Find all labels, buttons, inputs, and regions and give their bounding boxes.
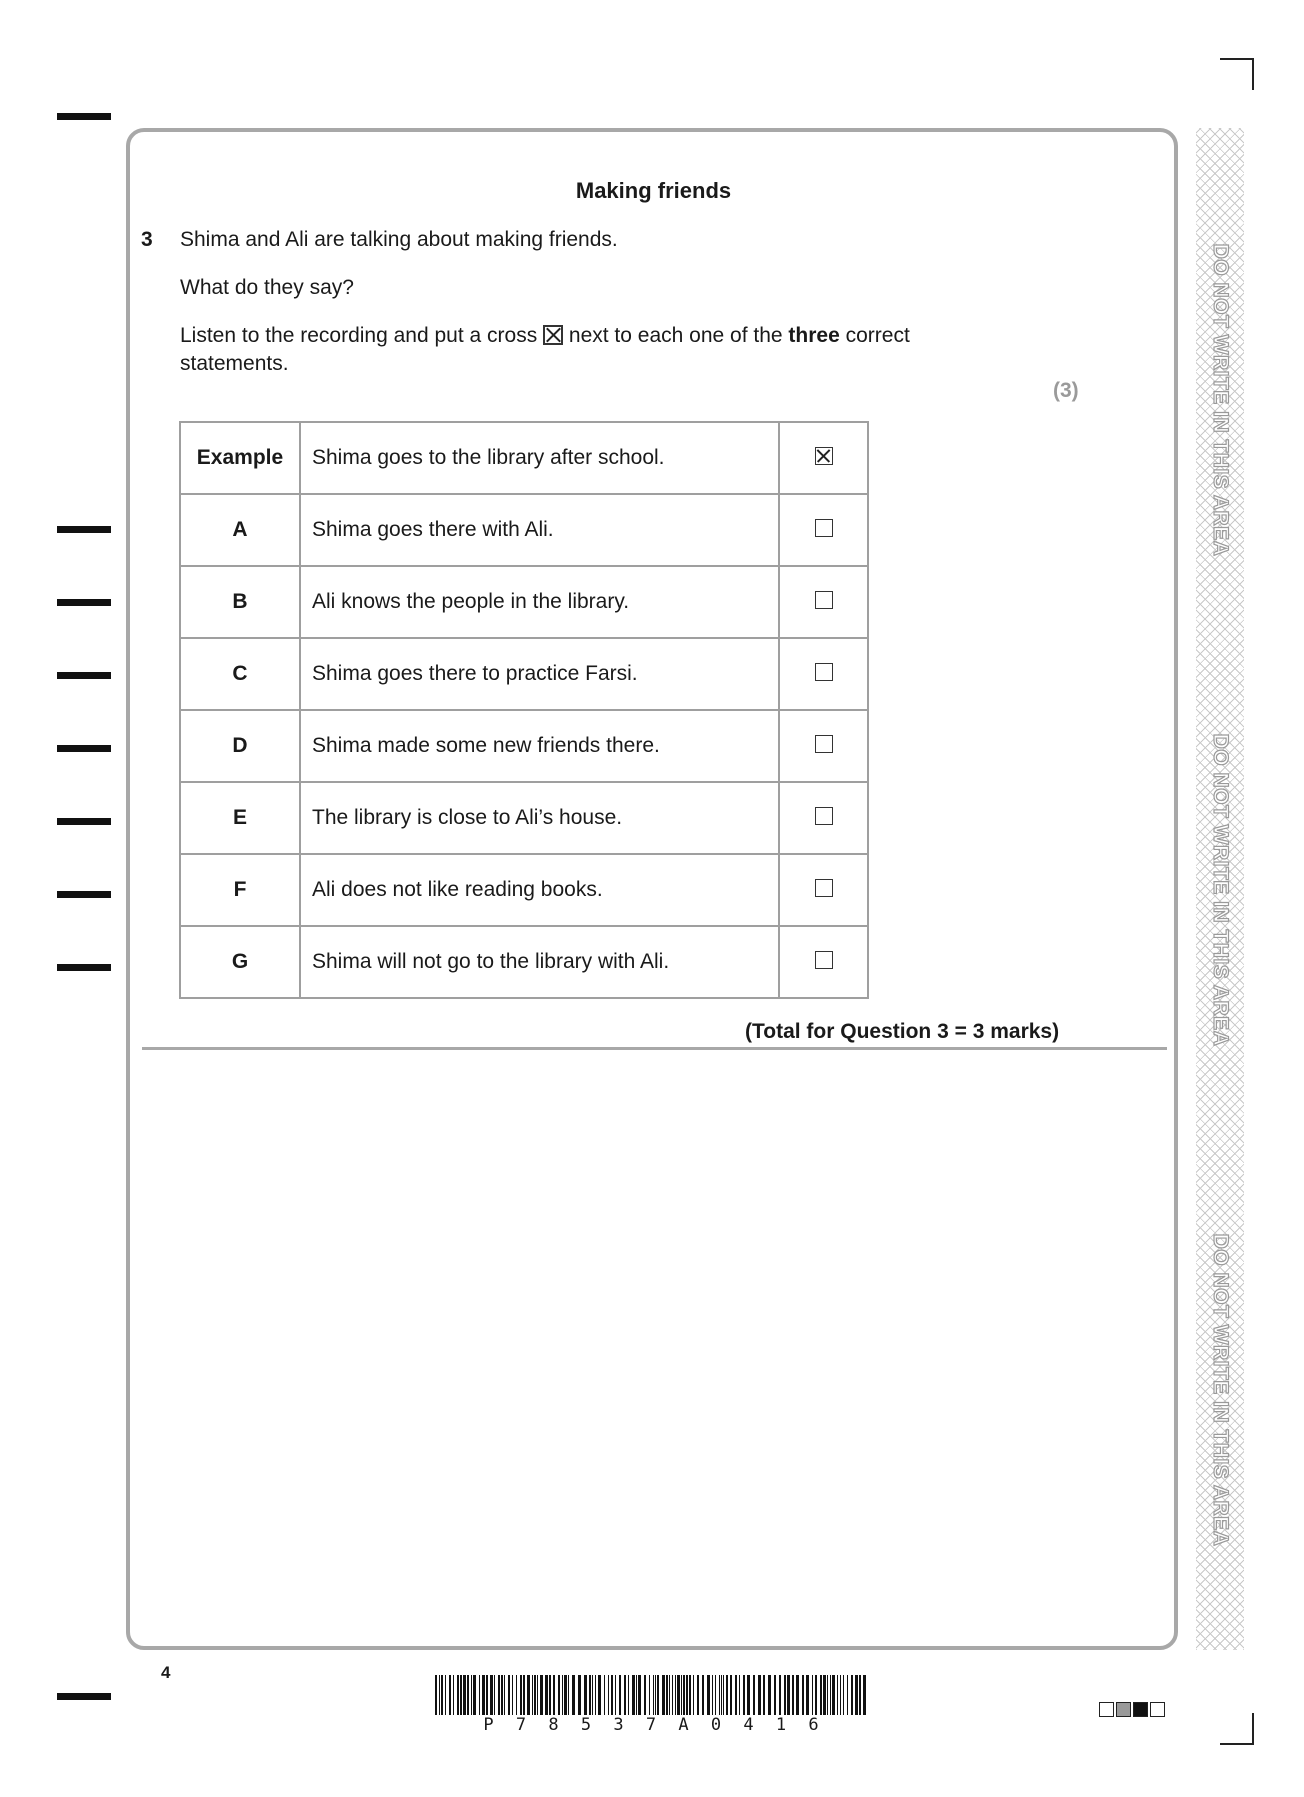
barcode-bar <box>490 1675 493 1715</box>
barcode-bar <box>508 1675 510 1715</box>
barcode-char: 0 <box>710 1715 722 1735</box>
statement-text: Ali does not like reading books. <box>300 854 779 926</box>
statement-text: Shima will not go to the library with Ali. <box>300 926 779 998</box>
answer-cell <box>779 566 868 638</box>
barcode-bar <box>712 1675 713 1715</box>
barcode-bar <box>784 1675 786 1715</box>
statement-text: Shima made some new friends there. <box>300 710 779 782</box>
barcode-bar <box>504 1675 505 1715</box>
barcode-bar <box>445 1675 446 1715</box>
statement-text: The library is close to Ali’s house. <box>300 782 779 854</box>
barcode-bar <box>453 1675 454 1715</box>
barcode-bar <box>441 1675 443 1715</box>
checkbox[interactable] <box>815 879 833 897</box>
margin-tick <box>57 1693 111 1700</box>
barcode-bar <box>693 1675 694 1715</box>
barcode-bar <box>649 1675 650 1715</box>
question-prompt: What do they say? <box>180 276 354 299</box>
barcode-bar <box>501 1675 503 1715</box>
barcode-bar <box>855 1675 858 1715</box>
barcode-bar <box>598 1675 601 1715</box>
barcode-bar <box>460 1675 462 1715</box>
barcode-text <box>433 1715 869 1735</box>
table-row <box>180 422 868 494</box>
row-label: A <box>180 494 300 566</box>
statement-text: Shima goes there to practice Farsi. <box>300 638 779 710</box>
instruction-text: correct <box>845 324 910 347</box>
barcode-bar <box>697 1675 699 1715</box>
barcode-bar <box>589 1675 591 1715</box>
barcode-bar <box>568 1675 569 1715</box>
registration-square <box>1150 1702 1165 1717</box>
barcode-bar <box>806 1675 809 1715</box>
answer-cell <box>779 422 868 494</box>
barcode-bar <box>578 1675 581 1715</box>
section-divider <box>142 1047 1167 1050</box>
barcode-char: 5 <box>580 1715 592 1735</box>
barcode-bar <box>439 1675 440 1715</box>
barcode-bar <box>823 1675 826 1715</box>
barcode-bar <box>792 1675 794 1715</box>
barcode-bar <box>843 1675 844 1715</box>
registration-square <box>1133 1702 1148 1717</box>
margin-tick <box>57 526 111 533</box>
row-label: G <box>180 926 300 998</box>
barcode-bar <box>837 1675 838 1715</box>
barcode-bar <box>753 1675 755 1715</box>
checkbox-crossed <box>815 447 833 465</box>
barcode-bar <box>847 1675 848 1715</box>
barcode-bar <box>840 1675 841 1715</box>
answer-table <box>179 421 869 999</box>
barcode-bar <box>584 1675 587 1715</box>
barcode-char: 8 <box>548 1715 559 1735</box>
barcode-bar <box>540 1675 543 1715</box>
barcode-bar <box>498 1675 500 1715</box>
barcode-bar <box>796 1675 799 1715</box>
instruction-text: statements. <box>180 352 289 375</box>
row-label: F <box>180 854 300 926</box>
answer-cell <box>779 854 868 926</box>
barcode-bar <box>457 1675 459 1715</box>
barcode-bar <box>534 1675 536 1715</box>
barcode-char: 3 <box>613 1715 624 1735</box>
barcode-char: 7 <box>515 1715 527 1735</box>
barcode-bar <box>527 1675 530 1715</box>
question-total: (Total for Question 3 = 3 marks) <box>745 1020 1060 1043</box>
barcode-bar <box>802 1675 804 1715</box>
barcode-bar <box>863 1675 866 1715</box>
table-row <box>180 494 868 566</box>
barcode-bar <box>686 1675 688 1715</box>
barcode-char: 1 <box>775 1715 787 1735</box>
barcode-bar <box>719 1675 720 1715</box>
registration-square <box>1116 1702 1131 1717</box>
checkbox[interactable] <box>815 807 833 825</box>
row-label: D <box>180 710 300 782</box>
question-intro: Shima and Ali are talking about making friends. <box>180 228 618 251</box>
instruction <box>180 322 910 378</box>
barcode-bar <box>595 1675 596 1715</box>
barcode-bar <box>449 1675 451 1715</box>
margin-tick <box>57 599 111 606</box>
statement-text: Shima goes there with Ali. <box>300 494 779 566</box>
table-row <box>180 566 868 638</box>
registration-square <box>1099 1702 1114 1717</box>
instruction-text: next to each one of the <box>568 324 783 347</box>
question-number: 3 <box>141 228 153 251</box>
checkbox[interactable] <box>815 591 833 609</box>
page-number: 4 <box>161 1663 171 1682</box>
barcode-bar <box>537 1675 538 1715</box>
checkbox[interactable] <box>815 663 833 681</box>
checkbox[interactable] <box>815 951 833 969</box>
barcode-char: A <box>678 1715 689 1735</box>
barcode-bar <box>715 1675 716 1715</box>
barcode-bar <box>672 1675 673 1715</box>
margin-tick <box>57 964 111 971</box>
barcode-bar <box>763 1675 765 1715</box>
barcode-bar <box>758 1675 761 1715</box>
barcode-bar <box>683 1675 685 1715</box>
barcode-bar <box>669 1675 670 1715</box>
barcode-bar <box>677 1675 680 1715</box>
barcode-bar <box>644 1675 646 1715</box>
barcode-bar <box>655 1675 656 1715</box>
barcode-bar <box>820 1675 822 1715</box>
barcode-bar <box>653 1675 654 1715</box>
answer-cell <box>779 494 868 566</box>
barcode-bar <box>657 1675 659 1715</box>
question-marks: (3) <box>1053 379 1079 402</box>
barcode-bar <box>562 1675 563 1715</box>
barcode-bar <box>689 1675 691 1715</box>
barcode-bar <box>619 1675 621 1715</box>
margin-tick <box>57 891 111 898</box>
barcode-bar <box>494 1675 495 1715</box>
statement-text: Shima goes to the library after school. <box>300 422 779 494</box>
row-label: C <box>180 638 300 710</box>
barcode-bar <box>739 1675 740 1715</box>
barcode-bar <box>827 1675 828 1715</box>
instruction-text: Listen to the recording and put a cross <box>180 324 538 347</box>
barcode-bar <box>545 1675 548 1715</box>
row-label: E <box>180 782 300 854</box>
barcode-bar <box>549 1675 551 1715</box>
barcode-bar <box>812 1675 813 1715</box>
barcode-bar <box>662 1675 665 1715</box>
barcode-bar <box>747 1675 750 1715</box>
barcode-bar <box>624 1675 626 1715</box>
barcode-bar <box>830 1675 831 1715</box>
barcode-bar <box>482 1675 485 1715</box>
barcode-char: 6 <box>808 1715 819 1735</box>
barcode-bar <box>564 1675 567 1715</box>
barcode-bar <box>520 1675 522 1715</box>
table-row <box>180 710 868 782</box>
barcode-bar <box>735 1675 737 1715</box>
barcode-bar <box>638 1675 641 1715</box>
table-row <box>180 782 868 854</box>
statement-text: Ali knows the people in the library. <box>300 566 779 638</box>
barcode-bar <box>608 1675 609 1715</box>
section-heading: Making friends <box>575 178 732 203</box>
barcode-bar <box>787 1675 790 1715</box>
barcode-bar <box>604 1675 605 1715</box>
checkbox[interactable] <box>815 519 833 537</box>
answer-cell <box>779 638 868 710</box>
barcode-bar <box>471 1675 472 1715</box>
barcode-bar <box>768 1675 771 1715</box>
barcode-bar <box>592 1675 593 1715</box>
barcode-bar <box>636 1675 637 1715</box>
barcode-char: 4 <box>743 1715 754 1735</box>
barcode-bar <box>467 1675 469 1715</box>
barcode-bar <box>723 1675 724 1715</box>
barcode-bar <box>486 1675 488 1715</box>
barcode-bar <box>675 1675 676 1715</box>
barcode-bar <box>572 1675 575 1715</box>
barcode <box>433 1675 869 1715</box>
row-label: B <box>180 566 300 638</box>
barcode-bar <box>473 1675 476 1715</box>
barcode-bar <box>815 1675 817 1715</box>
barcode-bar <box>726 1675 728 1715</box>
barcode-bar <box>435 1675 437 1715</box>
barcode-bar <box>774 1675 776 1715</box>
table-row <box>180 638 868 710</box>
barcode-bar <box>730 1675 732 1715</box>
barcode-bar <box>479 1675 480 1715</box>
barcode-bar <box>553 1675 555 1715</box>
barcode-char: 7 <box>645 1715 657 1735</box>
cross-box-icon <box>543 325 563 345</box>
checkbox[interactable] <box>815 735 833 753</box>
barcode-bar <box>516 1675 517 1715</box>
barcode-bar <box>512 1675 513 1715</box>
table-row <box>180 926 868 998</box>
barcode-bar <box>628 1675 629 1715</box>
barcode-bar <box>632 1675 635 1715</box>
barcode-bar <box>779 1675 781 1715</box>
margin-tick <box>57 745 111 752</box>
barcode-bar <box>707 1675 710 1715</box>
margin-tick <box>57 818 111 825</box>
table-row <box>180 854 868 926</box>
answer-cell <box>779 926 868 998</box>
barcode-bar <box>743 1675 745 1715</box>
barcode-bar <box>463 1675 466 1715</box>
row-label: Example <box>180 422 300 494</box>
barcode-bar <box>615 1675 616 1715</box>
instruction-emphasis: three <box>788 324 840 347</box>
margin-tick <box>57 672 111 679</box>
margin-tick <box>57 113 111 120</box>
answer-cell <box>779 710 868 782</box>
barcode-bar <box>702 1675 704 1715</box>
barcode-bar <box>851 1675 853 1715</box>
crop-mark-top-right <box>1220 58 1254 90</box>
barcode-bar <box>721 1675 722 1715</box>
barcode-bar <box>832 1675 835 1715</box>
answer-cell <box>779 782 868 854</box>
barcode-bar <box>532 1675 533 1715</box>
barcode-bar <box>611 1675 613 1715</box>
barcode-bar <box>859 1675 861 1715</box>
barcode-bar <box>666 1675 668 1715</box>
barcode-bar <box>523 1675 525 1715</box>
barcode-char: P <box>483 1715 494 1735</box>
barcode-bar <box>681 1675 682 1715</box>
barcode-bar <box>558 1675 560 1715</box>
crop-mark-bottom-right <box>1220 1713 1254 1745</box>
